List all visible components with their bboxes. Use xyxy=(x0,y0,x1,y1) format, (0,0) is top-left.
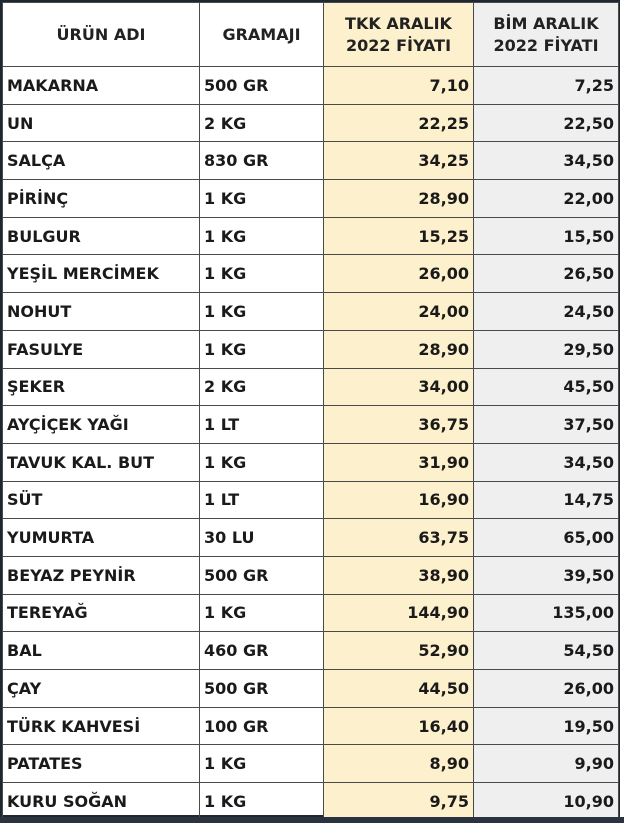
bim-price-cell: 22,50 xyxy=(474,104,619,142)
table-row xyxy=(3,368,619,406)
table-row xyxy=(3,217,619,255)
weight-cell: 1 KG xyxy=(200,293,324,331)
bim-price-cell: 34,50 xyxy=(474,443,619,481)
bim-price-cell: 7,25 xyxy=(474,67,619,105)
weight-cell: 460 GR xyxy=(200,632,324,670)
header-bim-price xyxy=(474,3,619,67)
price-table xyxy=(2,2,619,821)
table-row xyxy=(3,745,619,783)
tkk-price-cell: 26,00 xyxy=(324,255,474,293)
bim-price-cell: 29,50 xyxy=(474,330,619,368)
product-cell: UN xyxy=(3,104,200,142)
header-tkk-line1: TKK ARALIK xyxy=(345,13,452,33)
bim-price-cell: 39,50 xyxy=(474,556,619,594)
table-row xyxy=(3,594,619,632)
bim-price-cell: 14,75 xyxy=(474,481,619,519)
tkk-price-cell: 24,00 xyxy=(324,293,474,331)
weight-cell: 1 LT xyxy=(200,406,324,444)
tkk-price-cell: 38,90 xyxy=(324,556,474,594)
product-cell: TÜRK KAHVESİ xyxy=(3,707,200,745)
product-cell: PİRİNÇ xyxy=(3,180,200,218)
weight-cell: 2 KG xyxy=(200,368,324,406)
product-cell: SÜT xyxy=(3,481,200,519)
header-product: ÜRÜN ADI xyxy=(3,3,200,67)
bim-price-cell: 135,00 xyxy=(474,594,619,632)
product-cell: BAL xyxy=(3,632,200,670)
tkk-price-cell: 34,00 xyxy=(324,368,474,406)
table-row xyxy=(3,180,619,218)
product-cell: BULGUR xyxy=(3,217,200,255)
tkk-price-cell: 34,25 xyxy=(324,142,474,180)
tkk-price-cell: 28,90 xyxy=(324,330,474,368)
tkk-price-cell: 7,10 xyxy=(324,67,474,105)
table-row xyxy=(3,330,619,368)
header-tkk-line2: 2022 FİYATI xyxy=(345,35,452,55)
product-cell: KURU SOĞAN xyxy=(3,783,200,821)
table-row xyxy=(3,104,619,142)
bottom-edge-bar xyxy=(0,817,624,823)
tkk-price-cell: 63,75 xyxy=(324,519,474,557)
bim-price-cell: 45,50 xyxy=(474,368,619,406)
tkk-price-cell: 16,40 xyxy=(324,707,474,745)
bim-price-cell: 22,00 xyxy=(474,180,619,218)
product-cell: MAKARNA xyxy=(3,67,200,105)
weight-cell: 1 KG xyxy=(200,745,324,783)
weight-cell: 500 GR xyxy=(200,556,324,594)
bim-price-cell: 65,00 xyxy=(474,519,619,557)
weight-cell: 500 GR xyxy=(200,67,324,105)
weight-cell: 500 GR xyxy=(200,670,324,708)
table-row xyxy=(3,67,619,105)
product-cell: AYÇİÇEK YAĞI xyxy=(3,406,200,444)
header-bim-line2: 2022 FİYATI xyxy=(493,35,599,55)
tkk-price-cell: 44,50 xyxy=(324,670,474,708)
product-cell: PATATES xyxy=(3,745,200,783)
tkk-price-cell: 28,90 xyxy=(324,180,474,218)
tkk-price-cell: 144,90 xyxy=(324,594,474,632)
tkk-price-cell: 8,90 xyxy=(324,745,474,783)
product-cell: BEYAZ PEYNİR xyxy=(3,556,200,594)
product-cell: FASULYE xyxy=(3,330,200,368)
product-cell: NOHUT xyxy=(3,293,200,331)
weight-cell: 1 LT xyxy=(200,481,324,519)
table-row xyxy=(3,293,619,331)
bim-price-cell: 24,50 xyxy=(474,293,619,331)
bim-price-cell: 9,90 xyxy=(474,745,619,783)
product-cell: YEŞİL MERCİMEK xyxy=(3,255,200,293)
table-row xyxy=(3,519,619,557)
table-row xyxy=(3,556,619,594)
table-row xyxy=(3,255,619,293)
header-row xyxy=(3,3,619,67)
bim-price-cell: 37,50 xyxy=(474,406,619,444)
table-row xyxy=(3,443,619,481)
product-cell: ŞEKER xyxy=(3,368,200,406)
table-row xyxy=(3,707,619,745)
bim-price-cell: 26,50 xyxy=(474,255,619,293)
product-cell: YUMURTA xyxy=(3,519,200,557)
tkk-price-cell: 16,90 xyxy=(324,481,474,519)
bim-price-cell: 26,00 xyxy=(474,670,619,708)
weight-cell: 1 KG xyxy=(200,180,324,218)
tkk-price-cell: 31,90 xyxy=(324,443,474,481)
weight-cell: 30 LU xyxy=(200,519,324,557)
table-row xyxy=(3,406,619,444)
header-bim-line1: BİM ARALIK xyxy=(493,13,599,33)
weight-cell: 1 KG xyxy=(200,783,324,821)
tkk-price-cell: 22,25 xyxy=(324,104,474,142)
weight-cell: 830 GR xyxy=(200,142,324,180)
bim-price-cell: 15,50 xyxy=(474,217,619,255)
tkk-price-cell: 36,75 xyxy=(324,406,474,444)
table-row xyxy=(3,783,619,821)
tkk-price-cell: 52,90 xyxy=(324,632,474,670)
bim-price-cell: 19,50 xyxy=(474,707,619,745)
tkk-price-cell: 15,25 xyxy=(324,217,474,255)
product-cell: ÇAY xyxy=(3,670,200,708)
weight-cell: 1 KG xyxy=(200,255,324,293)
product-cell: TEREYAĞ xyxy=(3,594,200,632)
tkk-price-cell: 9,75 xyxy=(324,783,474,821)
bim-price-cell: 34,50 xyxy=(474,142,619,180)
weight-cell: 1 KG xyxy=(200,443,324,481)
weight-cell: 100 GR xyxy=(200,707,324,745)
bim-price-cell: 10,90 xyxy=(474,783,619,821)
product-cell: SALÇA xyxy=(3,142,200,180)
product-cell: TAVUK KAL. BUT xyxy=(3,443,200,481)
table-row xyxy=(3,632,619,670)
table-row xyxy=(3,142,619,180)
header-tkk-price xyxy=(324,3,474,67)
table-row xyxy=(3,670,619,708)
weight-cell: 1 KG xyxy=(200,594,324,632)
bim-price-cell: 54,50 xyxy=(474,632,619,670)
weight-cell: 2 KG xyxy=(200,104,324,142)
weight-cell: 1 KG xyxy=(200,217,324,255)
table-row xyxy=(3,481,619,519)
weight-cell: 1 KG xyxy=(200,330,324,368)
header-weight: GRAMAJI xyxy=(200,3,324,67)
